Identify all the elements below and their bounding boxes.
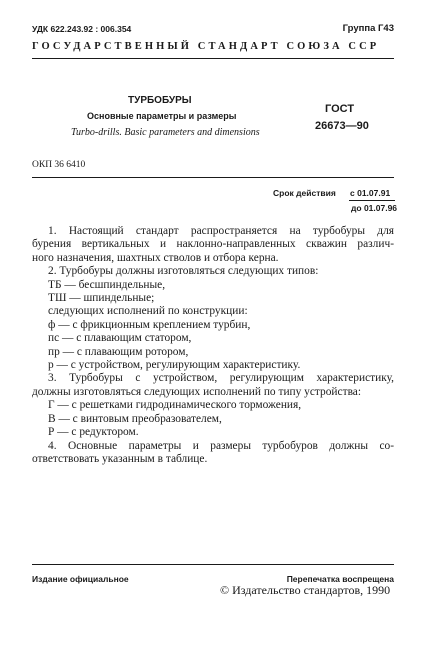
group-code: Группа Г43	[342, 23, 394, 34]
body-line: ТШ — шпиндельные;	[48, 292, 155, 305]
body-line: Г — с решетками гидродинамического торможения,	[48, 399, 302, 412]
gost-label: ГОСТ	[325, 103, 355, 115]
title-divider	[32, 177, 394, 178]
okp-code: ОКП 36 6410	[32, 160, 86, 170]
body-text	[32, 225, 394, 466]
reprint-prohibited-note: Перепечатка воспрещена	[286, 574, 394, 584]
state-standard-heading: ГОСУДАРСТВЕННЫЙ СТАНДАРТ СОЮЗА ССР	[32, 41, 380, 52]
body-line: должны изготовляться следующих исполнений по типу устройства:	[32, 385, 362, 398]
validity-from: с 01.07.91	[350, 188, 391, 198]
body-line: бурения вертикальных и наклонно-направленных скважин различ-	[32, 238, 394, 251]
body-line: р — с устройством, регулирующим характеристику.	[48, 359, 301, 372]
copyright-notice: © Издательство стандартов, 1990	[220, 583, 391, 597]
body-line: Р — с редуктором.	[48, 426, 139, 439]
body-line: 4. Основные параметры и размеры турбобуров должны со-	[48, 439, 394, 452]
body-line: следующих исполнений по конструкции:	[48, 305, 248, 318]
footer-divider	[32, 564, 394, 565]
validity-to: до 01.07.96	[351, 203, 398, 213]
document-title: ТУРБОБУРЫ	[128, 95, 192, 106]
body-line: 3. Турбобуры с устройством, регулирующим характеристику,	[48, 372, 394, 385]
body-line: ответствовать указанным в таблице.	[32, 452, 208, 465]
header-divider	[32, 58, 394, 59]
document-title-english: Turbo-drills. Basic parameters and dimensions	[71, 127, 260, 138]
document-subtitle: Основные параметры и размеры	[87, 111, 237, 121]
body-line: ф — с фрикционным креплением турбин,	[48, 318, 251, 331]
body-line: 2. Турбобуры должны изготовляться следующих типов:	[48, 265, 319, 278]
body-line: В — с винтовым преобразователем,	[48, 412, 222, 425]
gost-number: 26673—90	[315, 120, 369, 132]
body-line: пр — с плавающим ротором,	[48, 345, 189, 358]
body-line: ного назначения, шахтных стволов и отбора керна.	[32, 251, 279, 264]
official-edition-note: Издание официальное	[32, 574, 129, 584]
body-line: пс — с плавающим статором,	[48, 332, 192, 345]
validity-divider	[349, 200, 395, 201]
body-line: ТБ — бесшпиндельные,	[48, 278, 166, 291]
validity-label: Срок действия	[273, 188, 336, 198]
body-line: 1. Настоящий стандарт распространяется на турбобуры для	[48, 225, 394, 237]
udk-code: УДК 622.243.92 : 006.354	[32, 24, 132, 34]
